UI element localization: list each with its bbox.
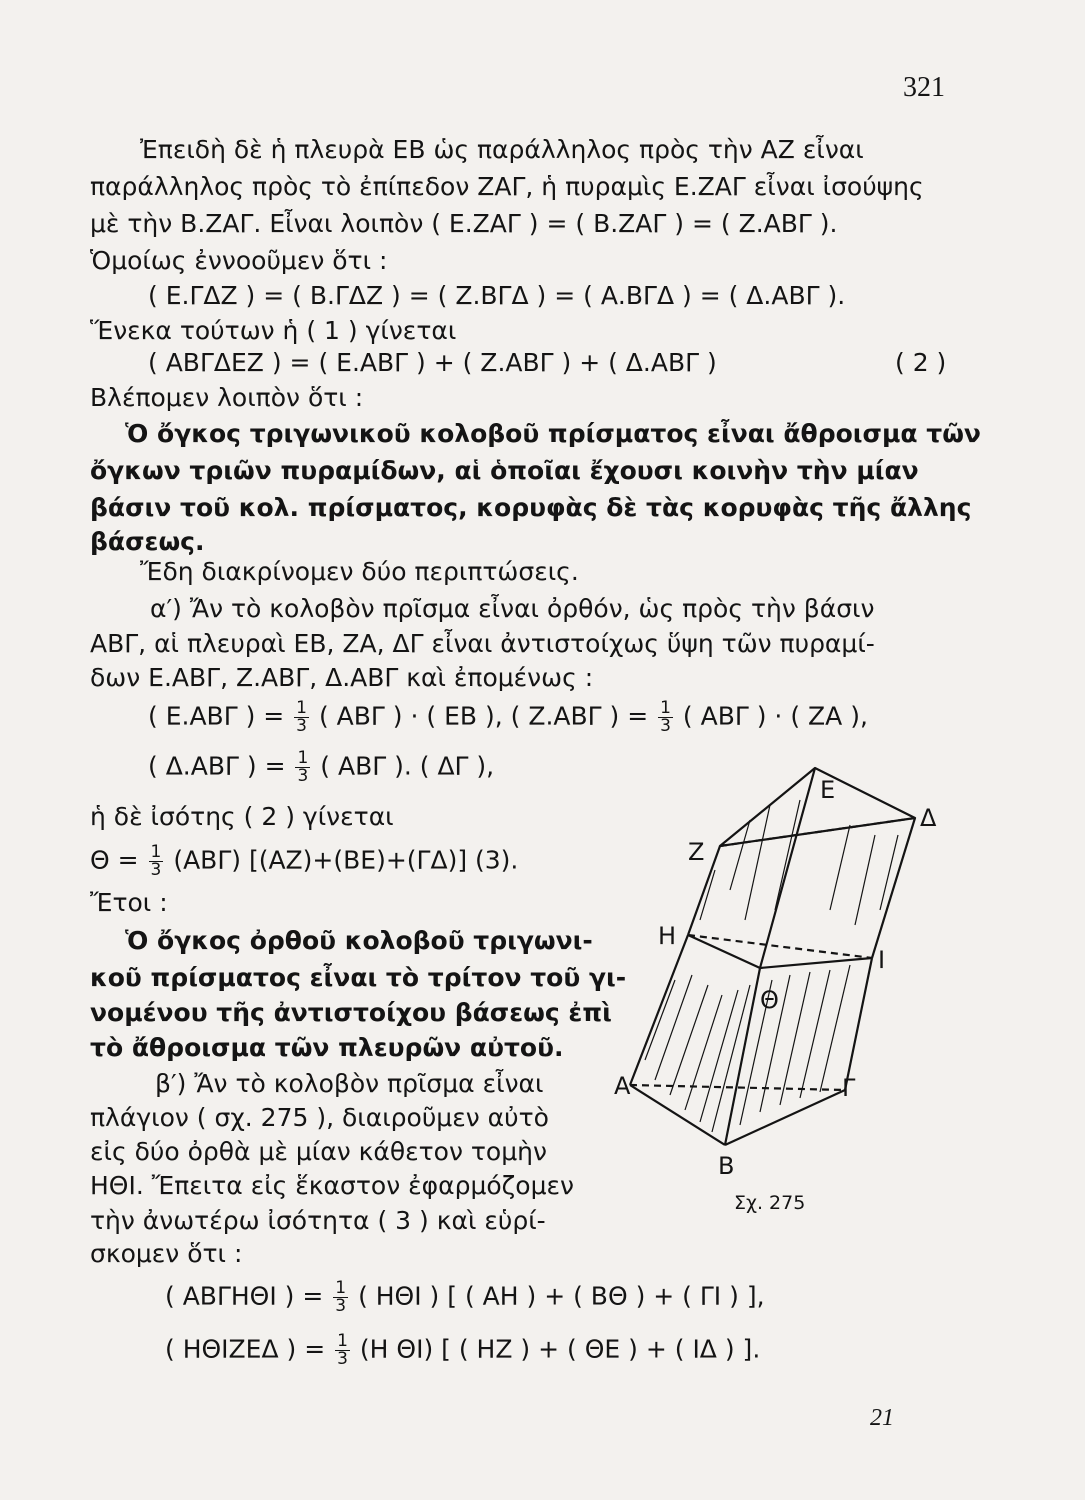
text-line: ΗΘΙ. Ἔπειτα εἰς ἕκαστον ἐφαρμόζομεν xyxy=(90,1171,574,1200)
text-line: παράλληλος πρὸς τὸ ἐπίπεδον ΖΑΓ, ἡ πυραμὶς Ε.ΖΑΓ εἶναι ἰσούψης xyxy=(90,172,924,201)
theorem-line: βάσεως. xyxy=(90,527,205,556)
theorem-line: νομένου τῆς ἀντιστοίχου βάσεως ἐπὶ xyxy=(90,998,612,1027)
text-line: Βλέπομεν λοιπὸν ὅτι : xyxy=(90,383,364,412)
fraction-one-third: $\frac{1}{3}$ xyxy=(335,1278,347,1316)
formula-part: ( ΑΒΓ ). ( ΔΓ ), xyxy=(320,751,495,781)
fraction-one-third: $\frac{1}{3}$ xyxy=(296,698,307,736)
text-line: τὴν ἀνωτέρω ἰσότητα ( 3 ) καὶ εὑρί- xyxy=(90,1206,546,1235)
text-line: ἡ δὲ ἰσότης ( 2 ) γίνεται xyxy=(90,802,394,831)
text-line: Ἔτοι : xyxy=(90,888,168,917)
signature-number: 21 xyxy=(870,1405,894,1431)
label-Z: Ζ xyxy=(688,838,705,866)
label-A: Α xyxy=(614,1072,631,1100)
fraction-one-third: $\frac{1}{3}$ xyxy=(150,842,162,880)
text-line: ΑΒΓ, αἱ πλευραὶ ΕΒ, ΖΑ, ΔΓ εἶναι ἀντιστοίχως ὕψη τῶν πυραμί- xyxy=(90,629,875,658)
fraction-one-third: $\frac{1}{3}$ xyxy=(660,698,671,736)
theorem-line: βάσιν τοῦ κολ. πρίσματος, κορυφὰς δὲ τὰς κορυφὰς τῆς ἄλλης xyxy=(90,493,972,522)
text-line: μὲ τὴν Β.ΖΑΓ. Εἶναι λοιπὸν ( Ε.ΖΑΓ ) = ( Β.ΖΑΓ ) = ( Ζ.ΑΒΓ ). xyxy=(90,209,838,238)
theorem-line: Ὁ ὄγκος ὀρθοῦ κολοβοῦ τριγωνι- xyxy=(125,926,593,955)
edge-IG xyxy=(845,958,872,1090)
formula-part: Θ = xyxy=(90,845,139,875)
formula-row-3 xyxy=(90,844,518,879)
top-face xyxy=(720,768,915,846)
theorem-line: κοῦ πρίσματος εἶναι τὸ τρίτον τοῦ γι- xyxy=(90,963,627,992)
text-line: δων Ε.ΑΒΓ, Ζ.ΑΒΓ, Δ.ΑΒΓ καὶ ἐπομένως : xyxy=(90,663,594,692)
text-line: β′) Ἄν τὸ κολοβὸν πρῖσμα εἶναι xyxy=(155,1069,544,1098)
text-line: Ἔδη διακρίνομεν δύο περιπτώσεις. xyxy=(140,557,579,586)
text-line: Ἐπειδὴ δὲ ἡ πλευρὰ ΕΒ ὡς παράλληλος πρὸς τὴν ΑΖ εἶναι xyxy=(140,135,864,164)
formula-part: ( ΑΒΓ ) · ( ΖΑ ), xyxy=(682,701,868,731)
equation-line: ( Ε.ΓΔΖ ) = ( Β.ΓΔΖ ) = ( Ζ.ΒΓΔ ) = ( Α.ΒΓΔ ) = ( Δ.ΑΒΓ ). xyxy=(148,281,846,310)
edge-DI xyxy=(872,818,915,958)
label-I: Ι xyxy=(878,946,886,974)
label-D: Δ xyxy=(920,804,937,832)
edge-AB xyxy=(630,1085,725,1145)
fraction-one-third: $\frac{1}{3}$ xyxy=(337,1331,348,1369)
formula-row-1 xyxy=(148,700,868,735)
formula-part: ( ΑΒΓ ) · ( ΕΒ ), ( Ζ.ΑΒΓ ) = xyxy=(318,701,649,731)
formula-row-4 xyxy=(165,1280,765,1315)
theorem-line: τὸ ἄθροισμα τῶν πλευρῶν αὐτοῦ. xyxy=(90,1033,564,1062)
page-number: 321 xyxy=(903,72,945,103)
prism-figure xyxy=(600,760,960,1230)
label-Th: Θ xyxy=(760,986,779,1014)
text-line: εἰς δύο ὀρθὰ μὲ μίαν κάθετον τομὴν xyxy=(90,1137,547,1166)
text-line: σκομεν ὅτι : xyxy=(90,1239,243,1268)
formula-row-2 xyxy=(148,750,494,785)
edge-E-Th xyxy=(760,768,815,968)
edge-BG xyxy=(725,1090,845,1145)
equation-number: ( 2 ) xyxy=(895,348,947,377)
text-line: Ὁμοίως ἐννοοῦμεν ὅτι : xyxy=(90,246,388,275)
formula-part: ( Δ.ΑΒΓ ) = xyxy=(148,751,286,781)
formula-part: ( ΑΒΓΗΘΙ ) = xyxy=(165,1281,324,1311)
label-B: Β xyxy=(718,1152,735,1180)
section-Th-I xyxy=(760,958,872,968)
text-line: α′) Ἄν τὸ κολοβὸν πρῖσμα εἶναι ὀρθόν, ὡς πρὸς τὴν βάσιν xyxy=(150,594,875,623)
formula-part: (Η ΘΙ) [ ( ΗΖ ) + ( ΘΕ ) + ( ΙΔ ) ]. xyxy=(359,1334,761,1364)
label-G: Γ xyxy=(842,1074,856,1102)
formula-part: ( ΗΘΙ ) [ ( ΑΗ ) + ( ΒΘ ) + ( ΓΙ ) ], xyxy=(358,1281,765,1311)
formula-part: ( Ε.ΑΒΓ ) = xyxy=(148,701,285,731)
theorem-line: ὄγκων τριῶν πυραμίδων, αἱ ὁποῖαι ἔχουσι κοινὴν τὴν μίαν xyxy=(90,456,919,485)
equation-line: ( ΑΒΓΔΕΖ ) = ( Ε.ΑΒΓ ) + ( Ζ.ΑΒΓ ) + ( Δ.ΑΒΓ ) xyxy=(148,348,717,377)
label-E: Ε xyxy=(820,776,836,804)
fraction-one-third: $\frac{1}{3}$ xyxy=(297,748,309,786)
theorem-line: Ὁ ὄγκος τριγωνικοῦ κολοβοῦ πρίσματος εἶναι ἄθροισμα τῶν xyxy=(125,419,981,448)
text-line: πλάγιον ( σχ. 275 ), διαιροῦμεν αὐτὸ xyxy=(90,1103,549,1132)
figure-caption: Σχ. 275 xyxy=(734,1192,806,1214)
label-H: Η xyxy=(658,922,677,950)
text-line: Ἕνεκα τούτων ἡ ( 1 ) γίνεται xyxy=(90,316,457,345)
formula-part: ( ΗΘΙΖΕΔ ) = xyxy=(165,1334,326,1364)
formula-row-5 xyxy=(165,1333,760,1368)
formula-part: (ΑΒΓ) [(ΑΖ)+(ΒΕ)+(ΓΔ)] (3). xyxy=(173,845,519,875)
